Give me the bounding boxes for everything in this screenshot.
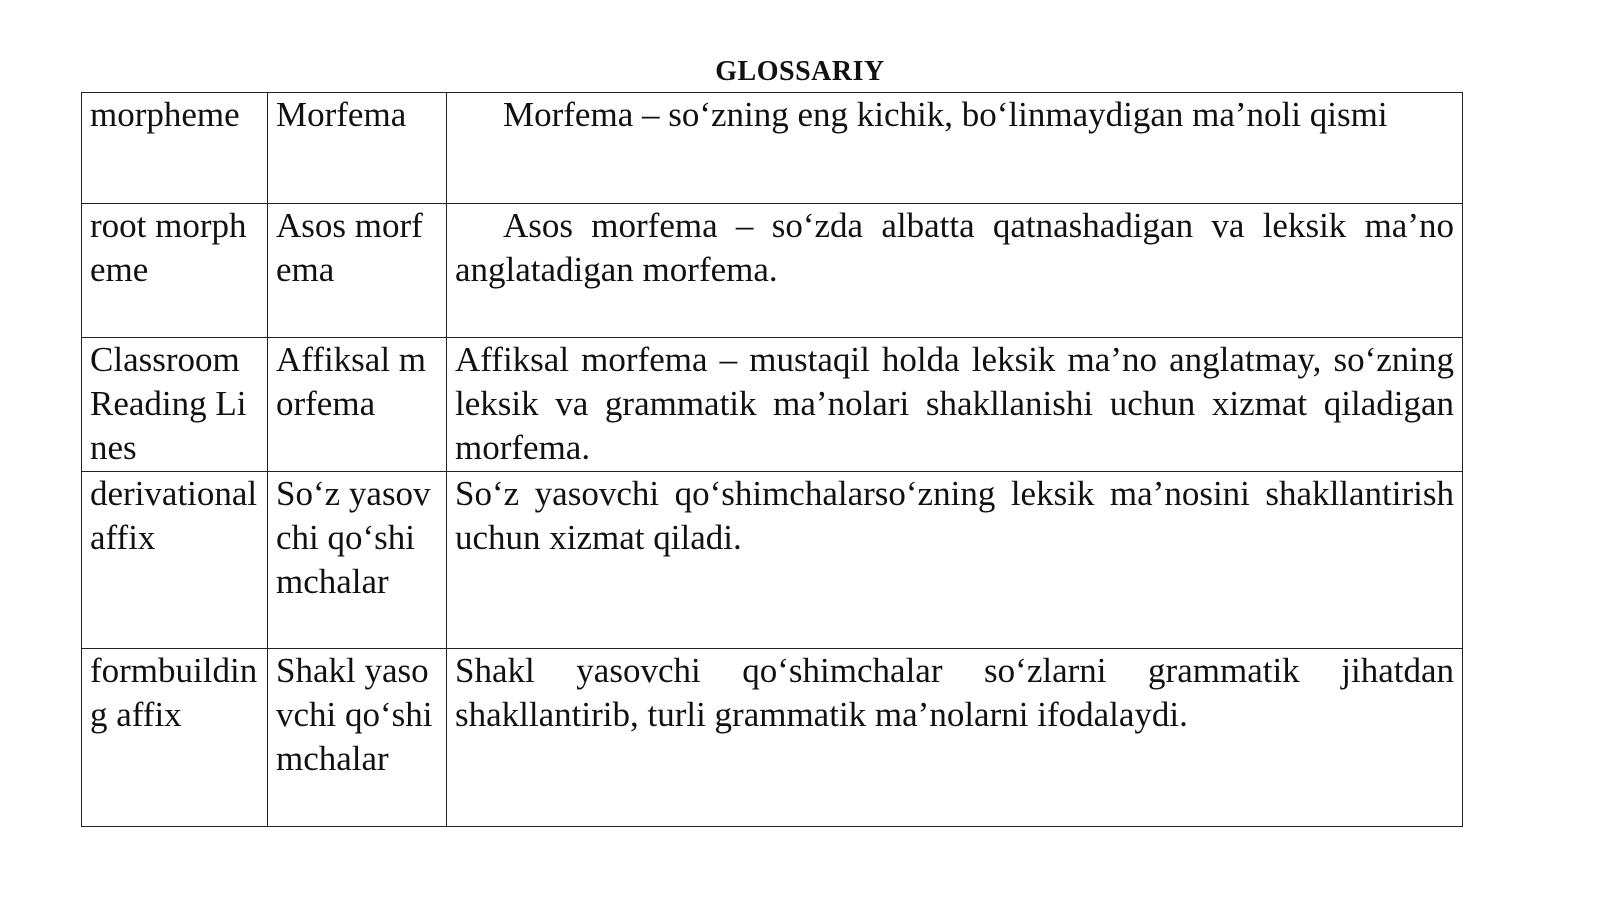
table-row	[82, 204, 1463, 338]
page-title: GLOSSARIY	[715, 56, 885, 87]
term-cell: Classroom Reading Lines	[82, 338, 268, 472]
definition-cell: Morfema – so‘zning eng kichik, bo‘linmaydigan ma’noli qismi	[447, 93, 1463, 204]
table-row	[82, 472, 1463, 649]
term-cell: formbuilding affix	[82, 649, 268, 827]
uzbek-term-cell: Affiksal morfema	[268, 338, 447, 472]
term-cell: morpheme	[82, 93, 268, 204]
table-row	[82, 649, 1463, 827]
term-cell: root morpheme	[82, 204, 268, 338]
uzbek-term-cell: Shakl yasovchi qo‘shimchalar	[268, 649, 447, 827]
uzbek-term-cell: Asos morfema	[268, 204, 447, 338]
uzbek-term-cell: So‘z yasovchi qo‘shimchalar	[268, 472, 447, 649]
definition-cell: Affiksal morfema – mustaqil holda leksik ma’no anglatmay, so‘zning leksik va grammatik ma’nolari shakllanishi uchun xizmat qiladigan morfema.	[447, 338, 1463, 472]
definition-cell: Asos morfema – so‘zda albatta qatnashadigan va leksik ma’no anglatadigan morfema.	[447, 204, 1463, 338]
glossary-table	[81, 92, 1463, 827]
table-row	[82, 93, 1463, 204]
uzbek-term-cell: Morfema	[268, 93, 447, 204]
definition-cell: Shakl yasovchi qo‘shimchalar so‘zlarni grammatik jihatdan shakllantirib, turli grammatik ma’nolarni ifodalaydi.	[447, 649, 1463, 827]
term-cell: derivational affix	[82, 472, 268, 649]
definition-cell: So‘z yasovchi qo‘shimchalarso‘zning leksik ma’nosini shakllantirish uchun xizmat qiladi.	[447, 472, 1463, 649]
table-row	[82, 338, 1463, 472]
